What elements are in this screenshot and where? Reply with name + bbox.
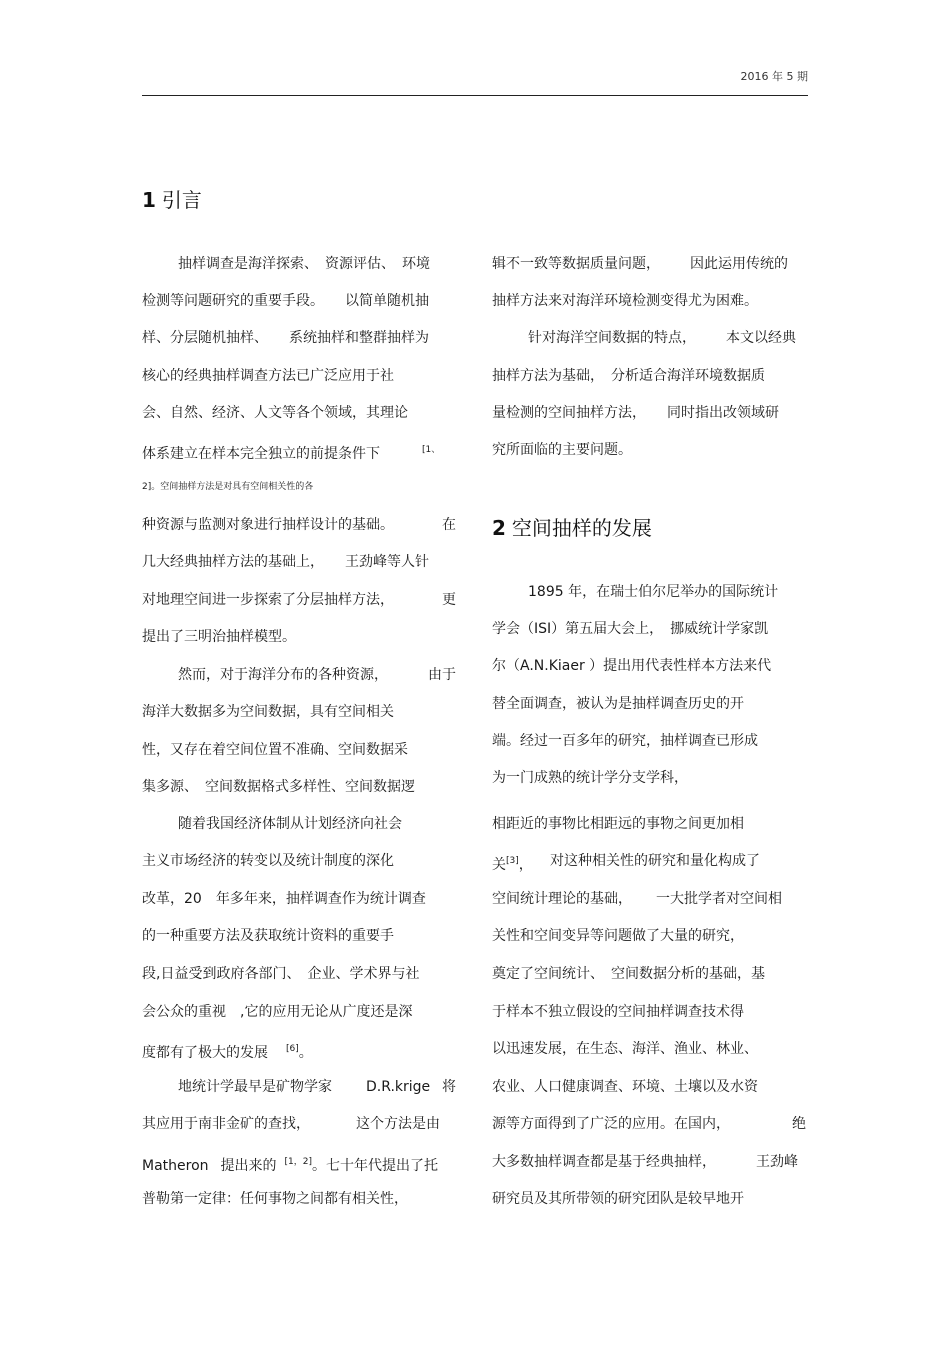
paragraph-line: 以迅速发展，在生态、海洋、渔业、林业、 — [492, 1041, 758, 1057]
section-2-heading — [492, 512, 652, 541]
paragraph-line: 于样本不独立假设的空间抽样调查技术得 — [492, 1004, 744, 1020]
paragraph-line — [178, 1077, 456, 1097]
paragraph-line — [142, 515, 456, 535]
line-text: 由于 — [428, 667, 456, 683]
line-text: 更 — [442, 592, 456, 608]
line-text: 其应用于南非金矿的查找， — [142, 1116, 310, 1132]
paragraph-line: 会公众的重视 ,它的应用无论从广度还是深 — [142, 1004, 413, 1020]
paragraph-line — [142, 477, 313, 501]
citation: 2]。空间抽样方法是对具有空间相关性的各 — [142, 482, 314, 492]
paragraph-line: 究所面临的主要问题。 — [492, 442, 632, 458]
line-text: 将 — [442, 1079, 456, 1095]
line-text: 一大批学者对空间相 — [656, 891, 782, 907]
paragraph-line — [142, 440, 440, 464]
paragraph-line — [492, 254, 788, 274]
paragraph-line: 抽样方法为基础， 分析适合海洋环境数据质 — [492, 368, 765, 384]
paragraph-line: 1895 年，在瑞士伯尔尼举办的国际统计 — [528, 584, 779, 600]
paragraph-line: 替全面调查，被认为是抽样调查历史的开 — [492, 696, 744, 712]
line-text: 绝 — [792, 1116, 806, 1132]
paragraph-line — [528, 328, 796, 348]
line-text: 。七十年代提出了托 — [312, 1158, 439, 1174]
paragraph-line: 几大经典抽样方法的基础上， 王劲峰等人针 — [142, 554, 429, 570]
line-text: 地统计学最早是矿物学家 — [178, 1079, 332, 1095]
line-text: ， — [518, 857, 533, 873]
line-text: 王劲峰 — [756, 1154, 798, 1170]
paragraph-line: 的一种重要方法及获取统计资料的重要手 — [142, 928, 394, 944]
line-text: 本文以经典 — [726, 330, 796, 346]
line-text: D.R.krige — [366, 1079, 431, 1095]
paragraph-line: 抽样方法来对海洋环境检测变得尤为困难。 — [492, 293, 758, 309]
paragraph-line — [178, 665, 456, 685]
paragraph-line: 性，又存在着空间位置不准确、空间数据采 — [142, 742, 408, 758]
line-text: 。 — [298, 1045, 313, 1061]
line-text: 对这种相关性的研究和量化构成了 — [550, 853, 760, 869]
paragraph-line: 检测等问题研究的重要手段。 以简单随机抽 — [142, 293, 429, 309]
line-text: 源等方面得到了广泛的应用。在国内， — [492, 1116, 730, 1132]
paragraph-line: 研究员及其所带领的研究团队是较早地开 — [492, 1191, 744, 1207]
paragraph-line: 学会（ISI）第五届大会上， 挪威统计学家凯 — [492, 621, 769, 637]
citation: [1，2] — [284, 1157, 313, 1167]
line-text: 关 — [492, 857, 506, 873]
paragraph-line — [142, 590, 456, 610]
paragraph-line — [142, 1114, 440, 1134]
line-text: 辑不一致等数据质量问题， — [492, 256, 660, 272]
paragraph-line: 关性和空间变异等问题做了大量的研究， — [492, 928, 744, 944]
paragraph-line: 农业、人口健康调查、环境、土壤以及水资 — [492, 1079, 758, 1095]
paragraph-line — [142, 1039, 313, 1063]
header-issue: 2016 年 5 期 — [740, 70, 808, 83]
citation: [3] — [506, 856, 519, 866]
line-text: 对地理空间进一步探索了分层抽样方法， — [142, 592, 394, 608]
line-text: 提出来的 — [220, 1158, 277, 1174]
paragraph-line: 奠定了空间统计、 空间数据分析的基础，基 — [492, 966, 765, 982]
paragraph-line: 尔（A.N.Kiaer ）提出用代表性样本方法来代 — [492, 658, 772, 674]
paragraph-line: 集多源、 空间数据格式多样性、空间数据逻 — [142, 779, 415, 795]
paragraph-line: 为一门成熟的统计学分支学科， — [492, 770, 688, 786]
line-text: 在 — [442, 517, 456, 533]
header-rule — [142, 95, 808, 96]
paragraph-line: 样、分层随机抽样、 系统抽样和整群抽样为 — [142, 330, 429, 346]
line-text: 种资源与监测对象进行抽样设计的基础。 — [142, 517, 394, 533]
paragraph-line — [492, 889, 782, 909]
section-number: 2 — [492, 516, 506, 540]
line-text: 针对海洋空间数据的特点， — [528, 330, 696, 346]
line-text: 因此运用传统的 — [690, 256, 788, 272]
line-text: 这个方法是由 — [356, 1116, 440, 1132]
line-text: 度都有了极大的发展 — [142, 1045, 268, 1061]
paragraph-line: 海洋大数据多为空间数据，具有空间相关 — [142, 704, 394, 720]
paragraph-line: 会、自然、经济、人文等各个领域，其理论 — [142, 405, 408, 421]
paragraph-line: 改革，20 年多年来，抽样调查作为统计调查 — [142, 891, 426, 907]
paragraph-line — [492, 851, 760, 875]
paragraph-line: 普勒第一定律：任何事物之间都有相关性， — [142, 1191, 408, 1207]
paragraph-line: 端。经过一百多年的研究，抽样调查已形成 — [492, 733, 758, 749]
line-text: 空间统计理论的基础， — [492, 891, 632, 907]
paragraph-line: 提出了三明治抽样模型。 — [142, 629, 296, 645]
paragraph-line: 随着我国经济体制从计划经济向社会 — [178, 816, 402, 832]
line-text: 然而，对于海洋分布的各种资源， — [178, 667, 388, 683]
section-title: 空间抽样的发展 — [511, 516, 652, 540]
paragraph-line: 核心的经典抽样调查方法已广泛应用于社 — [142, 368, 394, 384]
paragraph-line: 抽样调查是海洋探索、 资源评估、 环境 — [178, 256, 430, 272]
section-number: 1 — [142, 188, 156, 212]
paragraph-line: 段,日益受到政府各部门、 企业、学术界与社 — [142, 966, 420, 982]
line-text: 体系建立在样本完全独立的前提条件下 — [142, 446, 380, 462]
paragraph-line: 量检测的空间抽样方法， 同时指出改领域研 — [492, 405, 779, 421]
paragraph-line — [492, 1114, 806, 1134]
paragraph-line — [142, 1152, 438, 1176]
paragraph-line: 相距近的事物比相距远的事物之间更加相 — [492, 816, 744, 832]
section-title: 引言 — [161, 188, 202, 212]
paragraph-line: 主义市场经济的转变以及统计制度的深化 — [142, 853, 394, 869]
citation: [6] — [286, 1044, 299, 1054]
citation: [1、 — [422, 445, 441, 455]
line-text: 大多数抽样调查都是基于经典抽样， — [492, 1154, 716, 1170]
paragraph-line — [492, 1152, 798, 1172]
section-1-heading — [142, 184, 202, 213]
line-text: Matheron — [142, 1158, 209, 1174]
